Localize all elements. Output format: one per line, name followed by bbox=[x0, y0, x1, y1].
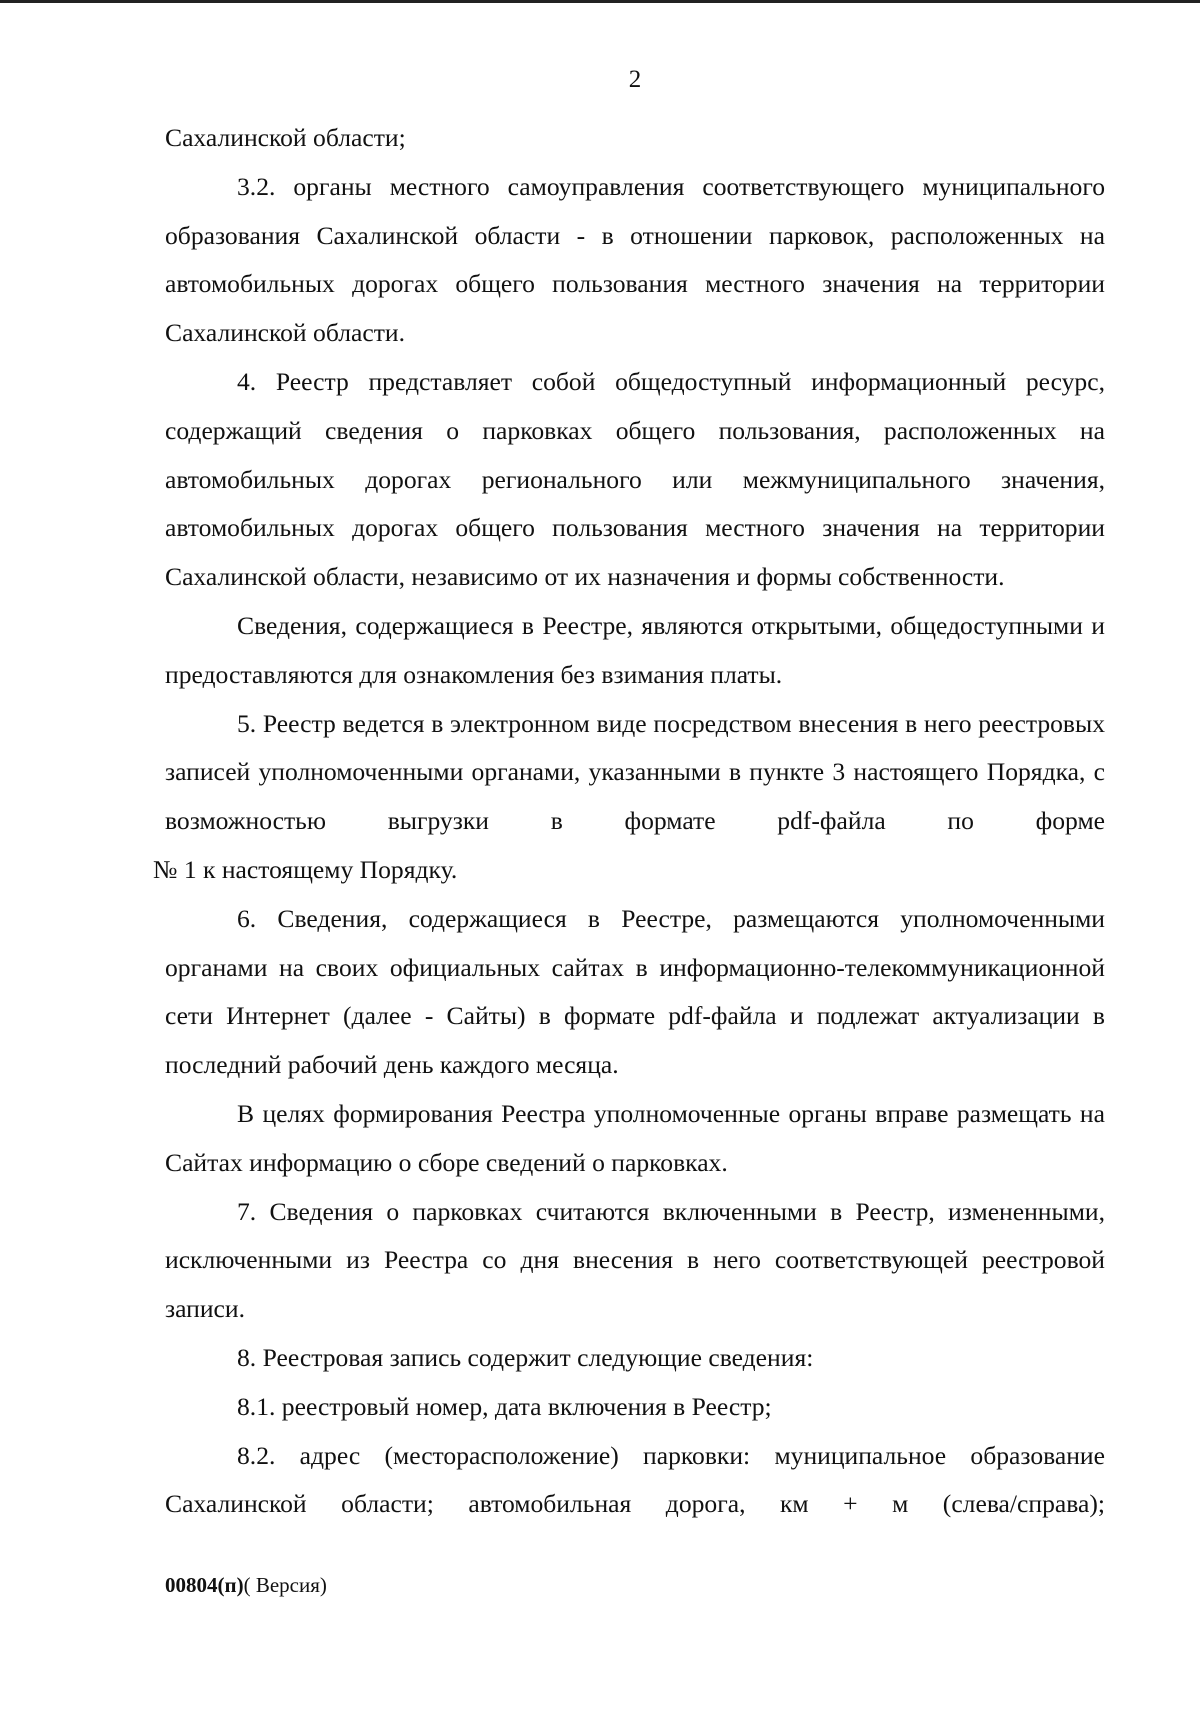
document-body bbox=[153, 114, 1105, 1529]
paragraph-continuation: Сахалинской области; bbox=[165, 123, 406, 152]
document-code bbox=[165, 1573, 327, 1598]
paragraph-3-2: 3.2. органы местного самоуправления соответствующего муниципального образования Сахалинской области - в отношении парковок, расположенных на автомобильных дорогах общего пользования местного значения на территории Сахалинской области. bbox=[165, 171, 1105, 348]
paragraph-open-data: Сведения, содержащиеся в Реестре, являются открытыми, общедоступными и предоставляются для ознакомления без взимания платы. bbox=[165, 610, 1105, 689]
paragraph-8-1: 8.1. реестровый номер, дата включения в Реестр; bbox=[237, 1391, 772, 1421]
paragraph-registry-purpose: В целях формирования Реестра уполномоченные органы вправе размещать на Сайтах информацию о сборе сведений о парковках. bbox=[165, 1098, 1105, 1177]
paragraph-5-continuation: № 1 к настоящему Порядку. bbox=[153, 854, 458, 884]
paragraph-8: 8. Реестровая запись содержит следующие сведения: bbox=[237, 1342, 814, 1372]
document-number: 00804(п) bbox=[165, 1573, 244, 1597]
paragraph-8-2: 8.2. адрес (месторасположение) парковки: муниципальное образование Сахалинской области; автомобильная дорога, км + м (слева/справа); bbox=[165, 1440, 1105, 1519]
page-number: 2 bbox=[628, 66, 642, 93]
document-version: ( Версия) bbox=[243, 1573, 327, 1597]
paragraph-4: 4. Реестр представляет собой общедоступный информационный ресурс, содержащий сведения о парковках общего пользования, расположенных на автомобильных дорогах регионального или межмуниципального значения, автомобильных дорогах общего пользования местного значения на территории Сахалинской области, независимо от их назначения и формы собственности. bbox=[165, 366, 1105, 592]
paragraph-5: 5. Реестр ведется в электронном виде посредством внесения в него реестровых записей уполномоченными органами, указанными в пункте 3 настоящего Порядка, с возможностью выгрузки в формате pdf-файла по форме bbox=[165, 708, 1105, 836]
paragraph-6: 6. Сведения, содержащиеся в Реестре, размещаются уполномоченными органами на своих официальных сайтах в информационно-телекоммуникационной сети Интернет (далее - Сайты) в формате pdf-файла и подлежат актуализации в последний рабочий день каждого месяца. bbox=[165, 903, 1105, 1080]
paragraph-7: 7. Сведения о парковках считаются включенными в Реестр, измененными, исключенными из Реестра со дня внесения в него соответствующей реестровой записи. bbox=[165, 1196, 1105, 1324]
top-rule bbox=[0, 0, 1200, 3]
